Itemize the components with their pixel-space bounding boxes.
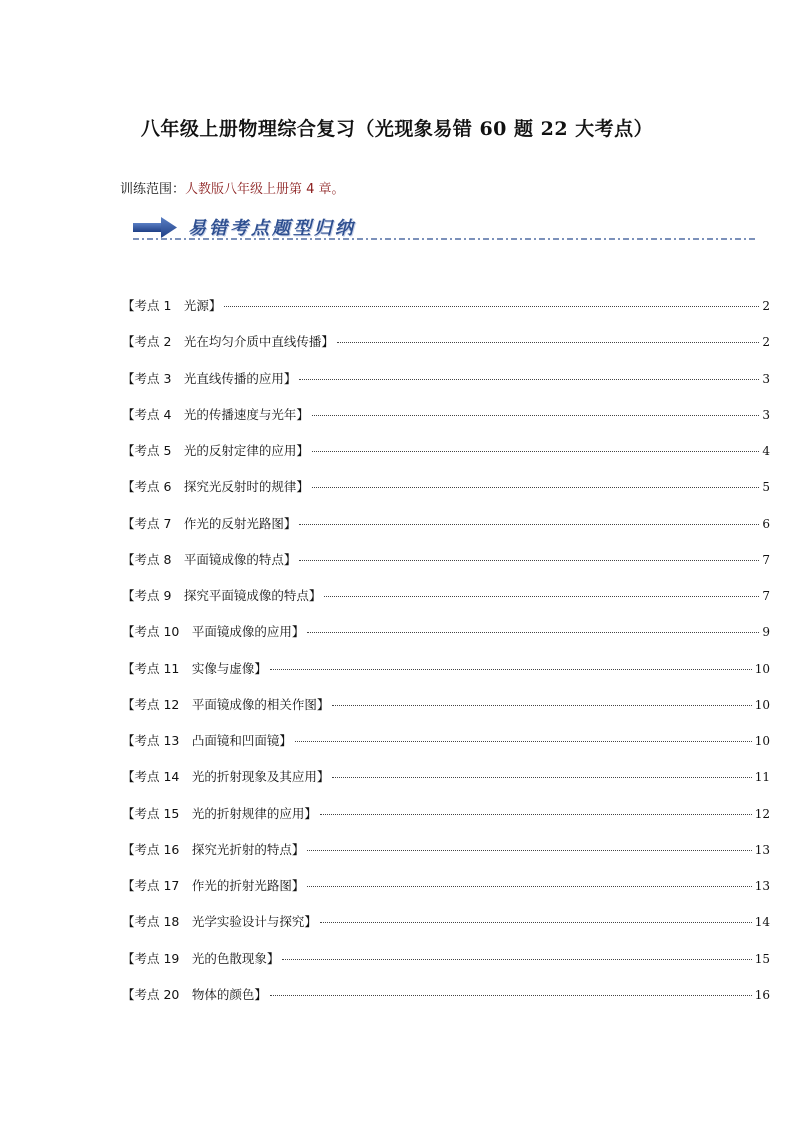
toc-entry-label[interactable]: 【考点 14 光的折射现象及其应用】 <box>122 769 330 785</box>
toc-entry-label[interactable]: 【考点 3 光直线传播的应用】 <box>122 370 297 386</box>
toc-entry[interactable] <box>122 912 770 948</box>
toc-entry[interactable] <box>122 514 770 550</box>
toc-dot-leader <box>299 560 759 561</box>
training-range-value: 人教版八年级上册第 4 章。 <box>185 182 345 197</box>
toc-entry-label[interactable]: 【考点 5 光的反射定律的应用】 <box>122 443 309 458</box>
toc-dot-leader <box>282 959 751 960</box>
toc-entry-label[interactable]: 【考点 4 光的传播速度与光年】 <box>122 406 309 422</box>
document-title: 八年级上册物理综合复习（光现象易错 60 题 22 大考点） <box>140 118 654 140</box>
toc-entry-page[interactable]: 2 <box>762 299 770 313</box>
toc-dot-leader <box>307 886 751 887</box>
toc-dot-leader <box>270 669 752 670</box>
toc-entry[interactable] <box>122 659 770 695</box>
toc-entry-label[interactable]: 【考点 18 光学实验设计与探究】 <box>122 914 317 930</box>
toc-entry-label[interactable]: 【考点 20 物体的颜色】 <box>122 986 267 1002</box>
toc-entry[interactable] <box>122 586 770 622</box>
table-of-contents <box>122 296 770 1021</box>
toc-entry[interactable] <box>122 876 770 912</box>
toc-entry-page[interactable]: 4 <box>762 444 770 458</box>
toc-entry[interactable] <box>122 949 770 985</box>
arrow-right-icon <box>133 217 177 238</box>
toc-entry[interactable] <box>122 405 770 441</box>
toc-entry[interactable] <box>122 767 770 803</box>
toc-entry-label[interactable]: 【考点 16 探究光折射的特点】 <box>122 841 305 857</box>
toc-entry-page[interactable]: 2 <box>762 335 770 350</box>
toc-entry-page[interactable]: 12 <box>754 806 770 821</box>
toc-entry-page[interactable]: 10 <box>754 734 770 748</box>
toc-entry-label[interactable]: 【考点 11 实像与虚像】 <box>122 660 267 676</box>
toc-dot-leader <box>332 705 751 706</box>
toc-entry-page[interactable]: 10 <box>754 697 770 712</box>
toc-entry-label[interactable]: 【考点 8 平面镜成像的特点】 <box>122 551 297 567</box>
toc-entry-label[interactable]: 【考点 12 平面镜成像的相关作图】 <box>122 696 330 712</box>
toc-entry-label[interactable]: 【考点 15 光的折射规律的应用】 <box>122 805 317 821</box>
toc-dot-leader <box>307 850 751 851</box>
section-banner <box>133 213 755 245</box>
toc-entry-page[interactable]: 10 <box>754 661 770 676</box>
toc-entry[interactable] <box>122 550 770 586</box>
toc-dot-leader <box>332 777 751 778</box>
toc-entry[interactable] <box>122 731 770 767</box>
toc-dot-leader <box>299 524 759 525</box>
toc-entry-page[interactable]: 13 <box>754 879 770 893</box>
toc-dot-leader <box>324 596 759 597</box>
banner-title: 易错考点题型归纳 <box>188 218 356 239</box>
toc-entry-page[interactable]: 13 <box>754 842 770 857</box>
toc-entry-label[interactable]: 【考点 13 凸面镜和凹面镜】 <box>122 733 292 748</box>
toc-entry[interactable] <box>122 477 770 513</box>
toc-entry[interactable] <box>122 296 770 332</box>
toc-dot-leader <box>295 741 752 742</box>
toc-entry-page[interactable]: 7 <box>762 589 770 603</box>
toc-dot-leader <box>312 487 759 488</box>
toc-entry[interactable] <box>122 332 770 368</box>
toc-entry[interactable] <box>122 622 770 658</box>
toc-entry-label[interactable]: 【考点 9 探究平面镜成像的特点】 <box>122 588 322 603</box>
toc-dot-leader <box>320 814 752 815</box>
training-range-label: 训练范围： <box>120 182 186 197</box>
toc-entry[interactable] <box>122 985 770 1021</box>
toc-dot-leader <box>270 995 752 996</box>
toc-entry-page[interactable]: 14 <box>754 915 770 930</box>
toc-dot-leader <box>307 632 759 633</box>
toc-entry-page[interactable]: 3 <box>762 407 770 422</box>
toc-entry-label[interactable]: 【考点 19 光的色散现象】 <box>122 950 280 966</box>
toc-entry-page[interactable]: 16 <box>754 987 770 1002</box>
toc-entry-label[interactable]: 【考点 10 平面镜成像的应用】 <box>122 624 305 640</box>
toc-entry-page[interactable]: 11 <box>754 770 770 785</box>
toc-dot-leader <box>337 342 759 343</box>
toc-dot-leader <box>320 922 752 923</box>
toc-dot-leader <box>312 451 759 452</box>
toc-entry-label[interactable]: 【考点 1 光源】 <box>122 298 222 313</box>
toc-entry-label[interactable]: 【考点 17 作光的折射光路图】 <box>122 878 305 893</box>
toc-entry-page[interactable]: 9 <box>762 625 770 640</box>
toc-dot-leader <box>299 379 759 380</box>
training-range <box>120 178 345 197</box>
toc-entry-page[interactable]: 15 <box>754 951 770 966</box>
toc-entry[interactable] <box>122 695 770 731</box>
toc-dot-leader <box>224 306 759 307</box>
toc-entry-page[interactable]: 5 <box>762 480 770 495</box>
toc-entry-label[interactable]: 【考点 2 光在均匀介质中直线传播】 <box>122 334 334 350</box>
toc-entry[interactable] <box>122 441 770 477</box>
toc-entry[interactable] <box>122 840 770 876</box>
toc-entry-label[interactable]: 【考点 7 作光的反射光路图】 <box>122 515 297 531</box>
toc-entry[interactable] <box>122 369 770 405</box>
toc-entry[interactable] <box>122 804 770 840</box>
toc-entry-page[interactable]: 3 <box>762 371 770 386</box>
toc-entry-page[interactable]: 7 <box>762 552 770 567</box>
toc-entry-page[interactable]: 6 <box>762 516 770 531</box>
toc-entry-label[interactable]: 【考点 6 探究光反射时的规律】 <box>122 479 309 495</box>
toc-dot-leader <box>312 415 759 416</box>
